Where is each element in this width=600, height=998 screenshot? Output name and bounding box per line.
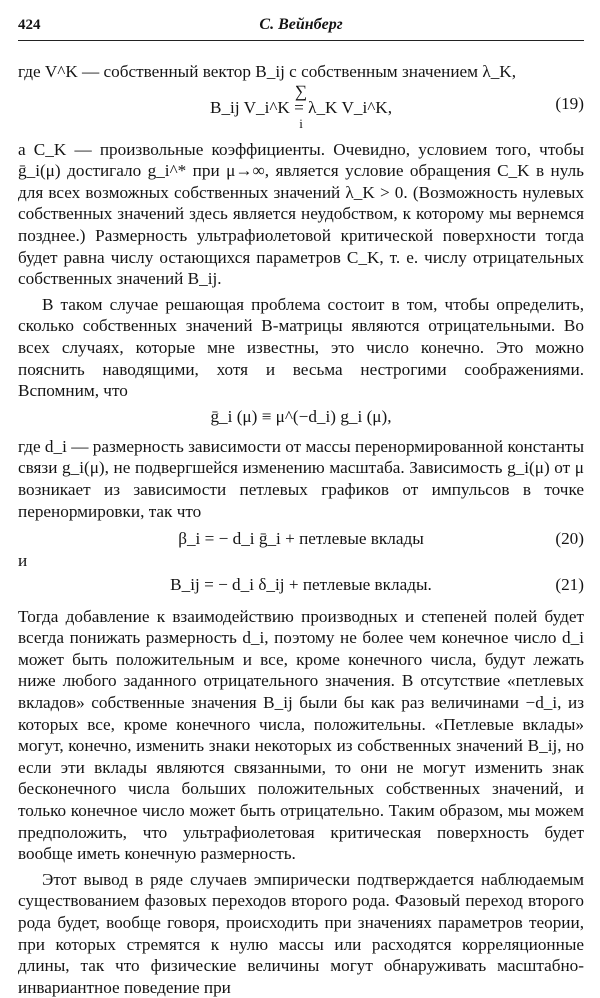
page-number: 424: [18, 17, 41, 33]
page-header: [18, 16, 584, 41]
paragraph: где V^K — собственный вектор B_ij с собственным значением λ_K,: [18, 62, 516, 81]
paragraph: Этот вывод в ряде случаев эмпирически подтверждается наблюдаемым существованием фазовых переходов второго рода. Фазовый переход второго рода будет, вообще говоря, происходить при значениях параметров теории, при которых стремятся к нулю массы или расходятся корреляционные длины, так что физические величины могут обнаруживать масштабно-инвариантное поведение при: [18, 869, 584, 997]
equation-text: B_ij V_i^K = λ_K V_i^K,: [209, 97, 393, 117]
paragraph: и: [18, 551, 28, 571]
paragraph: где d_i — размерность зависимости от массы перенормированной константы связи g_i(μ), не подвергшейся изменению масштаба. Зависимость g_i(μ) от μ возникает из зависимости петлевых графиков от импульсов в точке перенормировки, так что: [18, 436, 584, 521]
paragraph: Тогда добавление к взаимодействию производных и степеней полей будет всегда понижать размерность d_i, поэтому не более чем конечное число d_i может быть положительным и все, кроме конечного числа, будут лежать ниже любого заданного отрицательного значения. В отсутствие «петлевых вкладов» собственные значения B_ij были бы как раз величинами −d_i, из которых все, кроме конечного числа, положительны. «Петлевые вклады» могут, конечно, изменить знаки некоторых из собственных значений B_ij, но если эти вклады являются связанными, то они не могут изменить знак бесконечного числа больших положительных собственных значений, и только конечное число может быть отрицательно. Таким образом, мы можем предположить, что ультрафиолетовая критическая поверхность будет вообще иметь конечную размерность.: [18, 606, 584, 864]
equation-number: (21): [555, 574, 584, 594]
running-title: С. Вейнберг: [259, 16, 343, 33]
equation-body: [18, 81, 584, 131]
equation-number: (20): [555, 529, 584, 549]
equation-gbar: [18, 406, 584, 428]
equation-21: [18, 574, 584, 596]
paragraph: а C_K — произвольные коэффициенты. Очевидно, условием того, чтобы ḡ_i(μ) достигало g_i^* при μ→∞, является условие обращения C_K в нуль для всех возможных собственных значений λ_K > 0. (Возможность нулевых собственных значений здесь является неудобством, к которому мы вернемся позднее.) Размерность ультрафиолетовой критической поверхности тогда будет равна числу остающихся параметров C_K, т. е. числу отрицательных собственных значений B_ij.: [18, 139, 584, 289]
paragraph: В таком случае решающая проблема состоит в том, чтобы определить, сколько собственных значений B-матрицы являются отрицательными. Во всех случаях, которые мне известны, это число конечно. Это можно пояснить наводящими, хотя и весьма нестрогими соображениями. Вспомним, что: [18, 294, 584, 401]
equation-number: (19): [555, 93, 584, 113]
equation-text: ḡ_i (μ) ≡ μ^(−d_i) g_i (μ),: [210, 406, 392, 426]
text-body: [18, 61, 584, 998]
equation-sum-sign: ∑: [294, 81, 308, 101]
equation-index: i: [299, 115, 303, 131]
equation-19: [18, 81, 584, 131]
equation-text: β_i = − d_i ḡ_i + петлевые вклады: [178, 529, 424, 549]
equation-20: [18, 528, 584, 550]
equation-text: B_ij = − d_i δ_ij + петлевые вклады.: [170, 574, 432, 594]
